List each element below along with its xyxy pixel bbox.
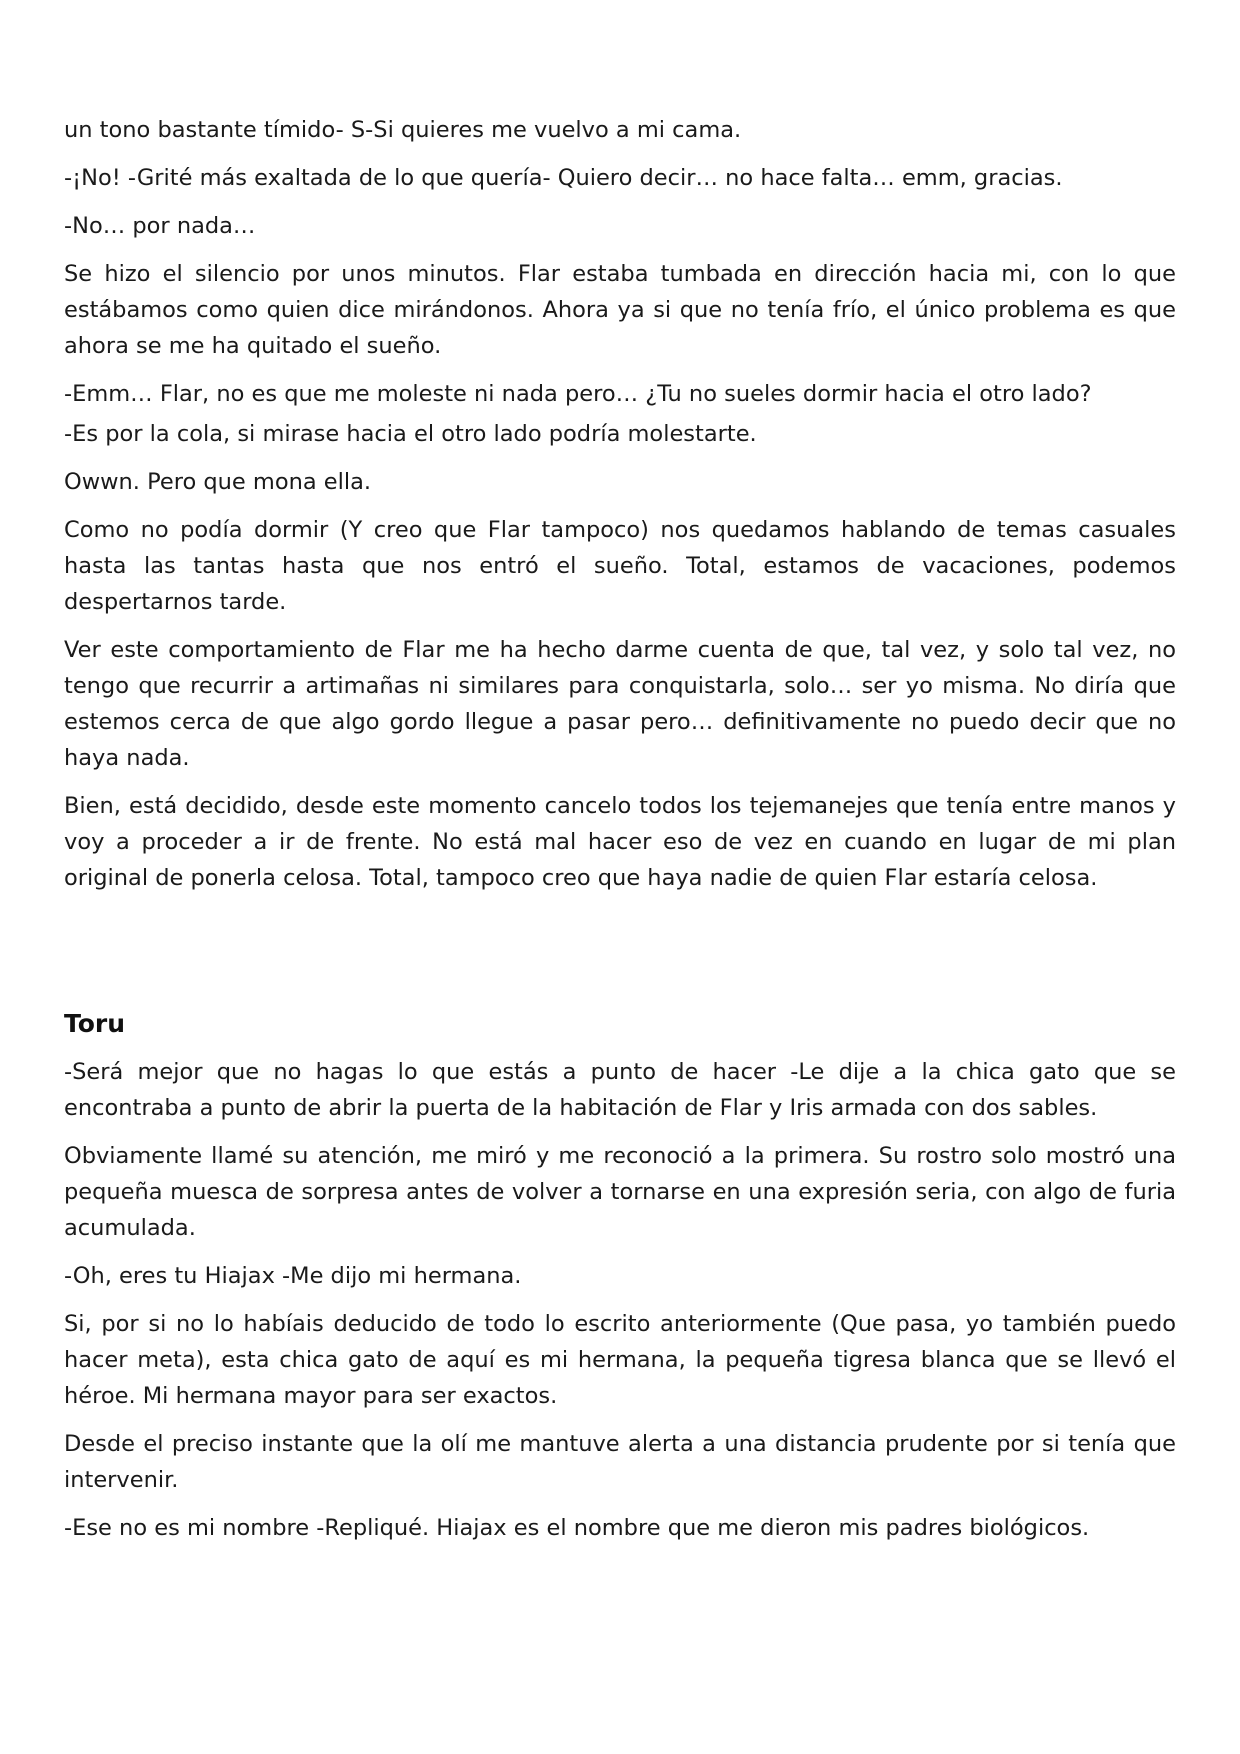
document-page bbox=[64, 112, 1176, 1558]
paragraph: -¡No! -Grité más exaltada de lo que quería- Quiero decir… no hace falta… emm, gracias. bbox=[64, 165, 1063, 191]
paragraph: Ver este comportamiento de Flar me ha hecho darme cuenta de que, tal vez, y solo tal vez, no tengo que recurrir a artimañas ni similares para conquistarla, solo… ser yo misma. No diría que estemos cerca de que algo gordo llegue a pasar pero… definitivamente no puedo decir que no haya nada. bbox=[64, 637, 1176, 771]
section-toru bbox=[64, 1006, 1176, 1546]
section-flar-iris bbox=[64, 112, 1176, 896]
section-heading: Toru bbox=[64, 1009, 126, 1038]
paragraph: -Es por la cola, si mirase hacia el otro lado podría molestarte. bbox=[64, 421, 757, 447]
paragraph: Si, por si no lo habíais deducido de todo lo escrito anteriormente (Que pasa, yo también puedo hacer meta), esta chica gato de aquí es mi hermana, la pequeña tigresa blanca que se llevó el héroe. Mi hermana mayor para ser exactos. bbox=[64, 1311, 1176, 1409]
paragraph: Bien, está decidido, desde este momento cancelo todos los tejemanejes que tenía entre manos y voy a proceder a ir de frente. No está mal hacer eso de vez en cuando en lugar de mi plan original de ponerla celosa. Total, tampoco creo que haya nadie de quien Flar estaría celosa. bbox=[64, 793, 1176, 891]
paragraph: Desde el preciso instante que la olí me mantuve alerta a una distancia prudente por si tenía que intervenir. bbox=[64, 1431, 1176, 1493]
paragraph: -Emm… Flar, no es que me moleste ni nada pero… ¿Tu no sueles dormir hacia el otro lado? bbox=[64, 381, 1092, 407]
section-spacer bbox=[64, 908, 1176, 1006]
paragraph: -Ese no es mi nombre -Repliqué. Hiajax es el nombre que me dieron mis padres biológicos. bbox=[64, 1515, 1090, 1541]
paragraph: -No… por nada… bbox=[64, 213, 256, 239]
paragraph: Obviamente llamé su atención, me miró y me reconoció a la primera. Su rostro solo mostró una pequeña muesca de sorpresa antes de volver a tornarse en una expresión seria, con algo de furia acumulada. bbox=[64, 1143, 1176, 1241]
paragraph: Se hizo el silencio por unos minutos. Flar estaba tumbada en dirección hacia mi, con lo que estábamos como quien dice mirándonos. Ahora ya si que no tenía frío, el único problema es que ahora se me ha quitado el sueño. bbox=[64, 261, 1176, 359]
paragraph: Owwn. Pero que mona ella. bbox=[64, 469, 372, 495]
paragraph: Como no podía dormir (Y creo que Flar tampoco) nos quedamos hablando de temas casuales hasta las tantas hasta que nos entró el sueño. Total, estamos de vacaciones, podemos despertarnos tarde. bbox=[64, 517, 1176, 615]
paragraph: -Será mejor que no hagas lo que estás a punto de hacer -Le dije a la chica gato que se encontraba a punto de abrir la puerta de la habitación de Flar y Iris armada con dos sables. bbox=[64, 1059, 1176, 1121]
paragraph: un tono bastante tímido- S-Si quieres me vuelvo a mi cama. bbox=[64, 117, 742, 143]
paragraph: -Oh, eres tu Hiajax -Me dijo mi hermana. bbox=[64, 1263, 522, 1289]
